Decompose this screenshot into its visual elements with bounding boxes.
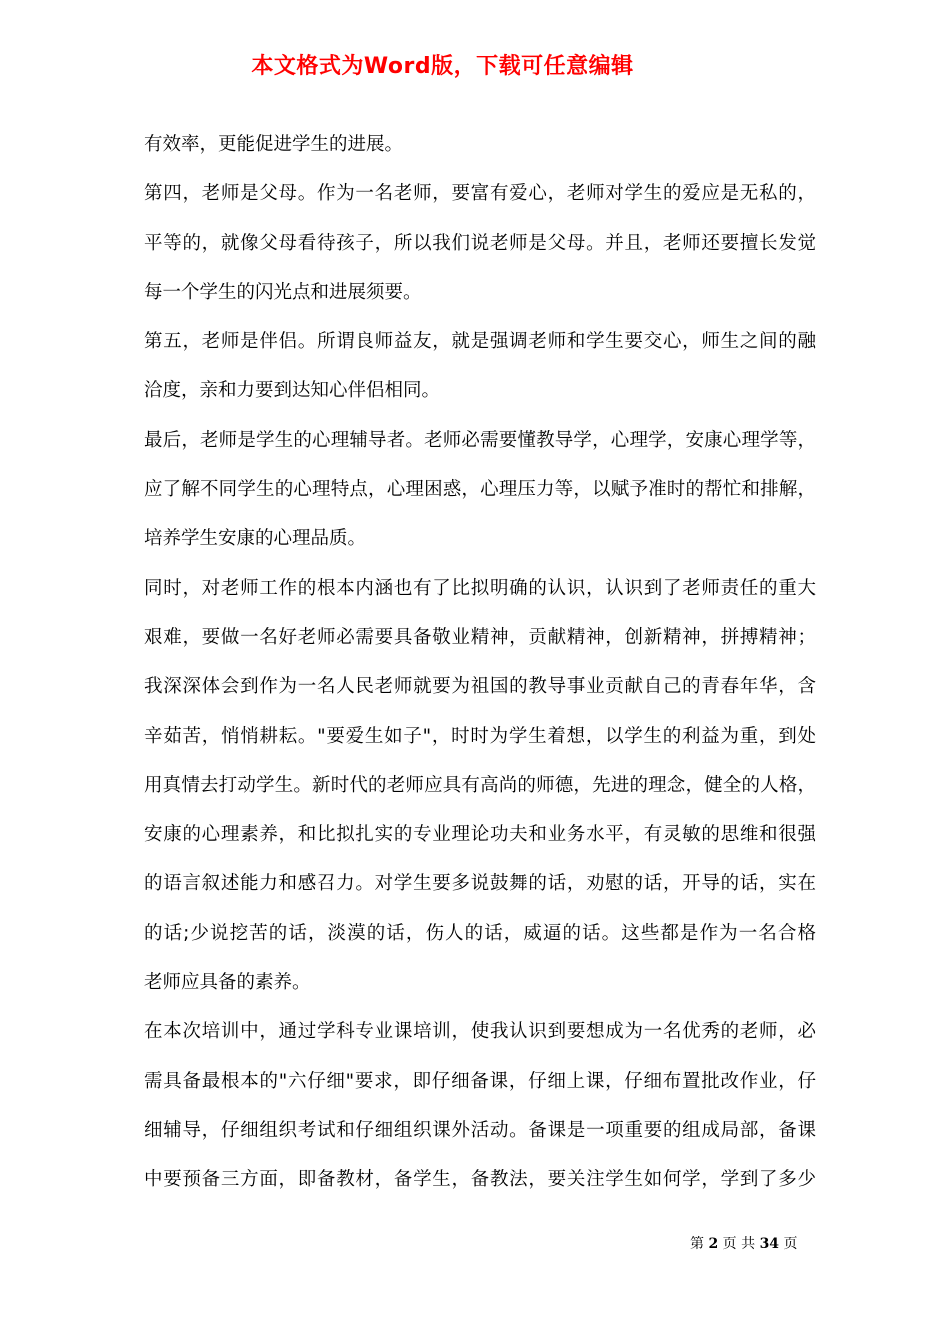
paragraph-line: 第五，老师是伴侣。所谓良师益友，就是强调老师和学生要交心，师生之间的融 [144,331,816,353]
paragraph-line: 每一个学生的闪光点和进展须要。 [144,281,422,303]
page-footer [690,1232,798,1256]
page-total: 34 [759,1236,780,1252]
paragraph-line: 洽度，亲和力要到达知心伴侣相同。 [144,380,441,402]
page-number: 2 [708,1236,719,1252]
paragraph-line: 用真情去打动学生。新时代的老师应具有高尚的师德，先进的理念，健全的人格， [144,774,816,796]
paragraph [144,1007,816,1204]
paragraph-line: 有效率，更能促进学生的进展。 [144,134,404,155]
paragraph-line: 艰难，要做一名好老师必需要具备敬业精神，贡献精神，创新精神，拼搏精神； [144,626,816,648]
paragraph-line: 我深深体会到作为一名人民老师就要为祖国的教导事业贡献自己的青春年华，含 [144,676,816,698]
paragraph-line: 老师应具备的素养。 [144,972,311,994]
paragraph-line: 第四，老师是父母。作为一名老师，要富有爱心，老师对学生的爱应是无私的， [144,183,816,205]
header-banner: 本文格式为Word版，下载可任意编辑 [251,54,634,79]
paragraph-line: 辛茹苦，悄悄耕耘。"要爱生如子"，时时为学生着想，以学生的利益为重，到处 [144,725,816,747]
paragraph-line: 应了解不同学生的心理特点，心理困惑，心理压力等，以赋予准时的帮忙和排解， [144,479,816,501]
paragraph-line: 培养学生安康的心理品质。 [144,528,367,550]
paragraph [144,120,816,169]
paragraph-line: 安康的心理素养，和比拟扎实的专业理论功夫和业务水平，有灵敏的思维和很强 [144,824,816,846]
paragraph-line: 平等的，就像父母看待孩子，所以我们说老师是父母。并且，老师还要擅长发觉 [144,232,816,254]
paragraph-line: 的话;少说挖苦的话，淡漠的话，伤人的话，威逼的话。这些都是作为一名合格 [144,922,816,944]
paragraph [144,416,816,564]
paragraph-line: 细辅导，仔细组织考试和仔细组织课外活动。备课是一项重要的组成局部，备课 [144,1119,816,1141]
paragraph [144,317,816,416]
page-footer-suffix: 页 [783,1236,798,1252]
paragraph-line: 需具备最根本的"六仔细"要求，即仔细备课，仔细上课，仔细布置批改作业，仔 [144,1070,816,1092]
paragraph [144,564,816,1008]
paragraph-line: 在本次培训中，通过学科专业课培训，使我认识到要想成为一名优秀的老师，必 [144,1021,816,1043]
page-footer-prefix: 第 [690,1236,704,1252]
paragraph-line: 最后，老师是学生的心理辅导者。老师必需要懂教导学，心理学，安康心理学等， [144,429,816,451]
paragraph-line: 中要预备三方面，即备教材，备学生，备教法，要关注学生如何学，学到了多少 [144,1169,816,1191]
document-body [144,120,816,1205]
paragraph-line: 的语言叙述能力和感召力。对学生要多说鼓舞的话，劝慰的话，开导的话，实在 [144,873,816,895]
page-footer-middle: 页 共 [722,1236,756,1252]
paragraph-line: 同时，对老师工作的根本内涵也有了比拟明确的认识，认识到了老师责任的重大 [144,577,816,599]
paragraph [144,169,816,317]
